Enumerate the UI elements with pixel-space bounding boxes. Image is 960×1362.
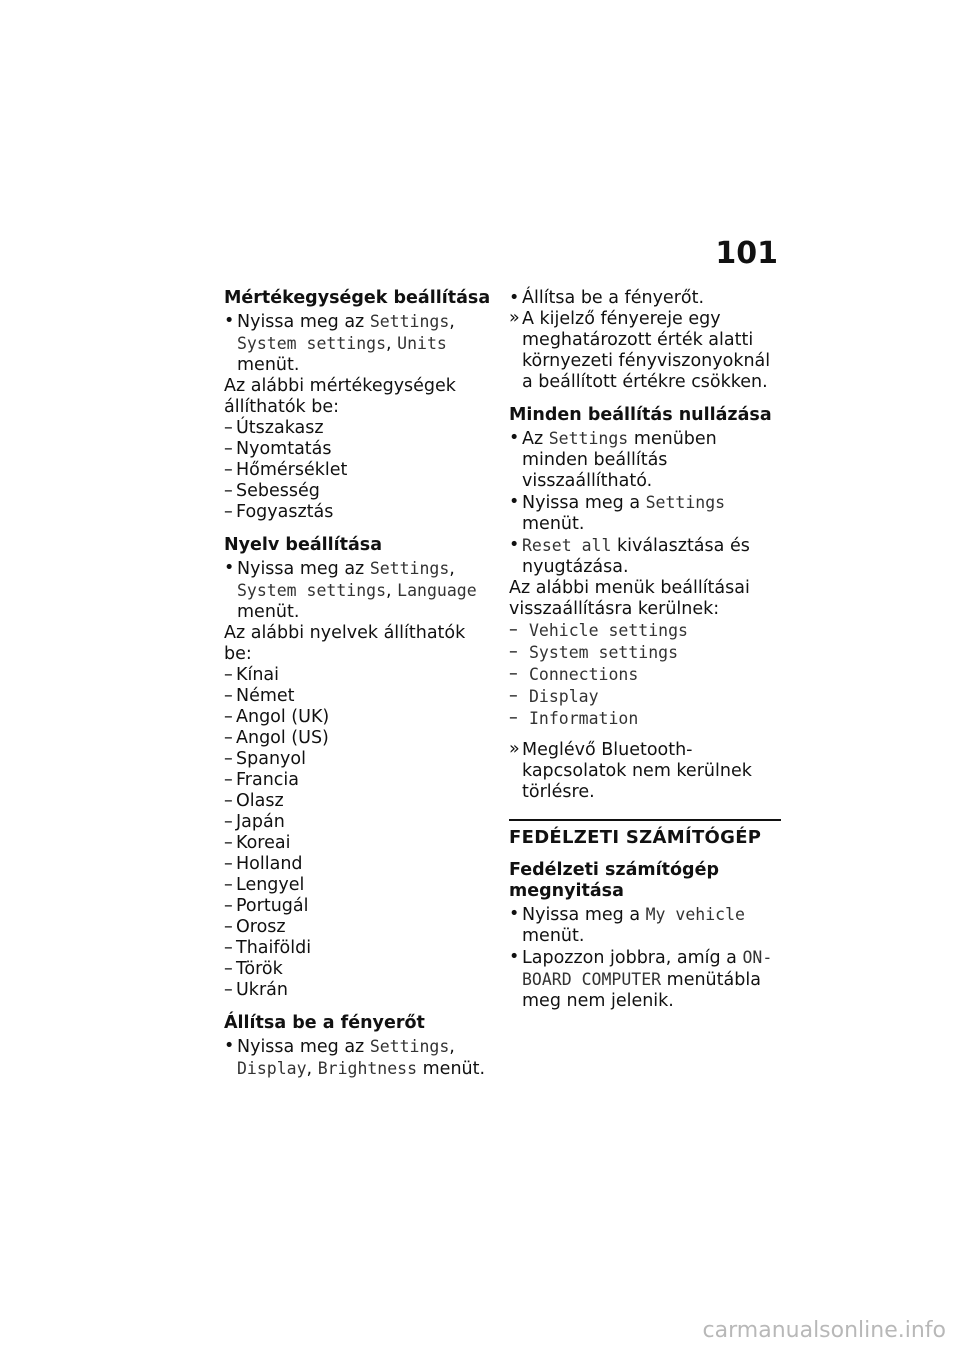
- dash-icon: –: [224, 770, 233, 790]
- dash-icon: –: [224, 460, 233, 480]
- bullet-text: Nyissa meg a: [522, 493, 641, 513]
- note-text: Meglévő Bluetooth-kapcsolatok nem kerülnek törlésre.: [522, 740, 752, 802]
- list-item-label: Lengyel: [236, 875, 305, 895]
- bullet-text: menüben minden beállítás visszaállítható.: [522, 429, 717, 491]
- computer-bullet-2: [509, 947, 781, 1012]
- note-arrow-icon: »: [509, 308, 520, 328]
- dash-icon: –: [224, 502, 233, 522]
- bullet-text: Lapozzon jobbra, amíg a: [522, 948, 737, 968]
- bullet-icon: •: [509, 288, 520, 308]
- bullet-text: menüt.: [422, 1059, 486, 1079]
- bullet-text: menüt.: [522, 514, 585, 534]
- dash-icon: –: [224, 791, 233, 811]
- list-item-label: Fogyasztás: [236, 502, 334, 522]
- dash-icon: –: [224, 854, 233, 874]
- list-item: [224, 917, 494, 938]
- bullet-icon: •: [224, 558, 235, 578]
- section-title: FEDÉLZETI SZÁMÍTÓGÉP: [509, 819, 781, 848]
- comma: ,: [449, 559, 455, 579]
- bullet-text: Nyissa meg az: [237, 1037, 365, 1057]
- menu-units: Units: [397, 334, 447, 353]
- list-item: [224, 833, 494, 854]
- units-heading: Mértékegységek beállítása: [224, 288, 491, 308]
- reset-bullet-2: [509, 492, 781, 535]
- list-item: [509, 664, 781, 686]
- comma: ,: [449, 312, 455, 332]
- bullet-icon: •: [509, 428, 520, 448]
- bullet-text: Állítsa be a fényerőt.: [522, 288, 705, 308]
- menu-settings: Settings: [645, 493, 726, 512]
- bullet-icon: •: [509, 492, 520, 512]
- list-item-label: Thaiföldi: [236, 938, 312, 958]
- brightness-note: [509, 309, 781, 393]
- bullet-icon: •: [509, 535, 520, 555]
- reset-intro: Az alábbi menük beállításai visszaállításra kerülnek:: [509, 578, 750, 619]
- dash-icon: –: [224, 875, 233, 895]
- menu-language: Language: [397, 581, 477, 600]
- menu-name: Connections: [529, 665, 639, 684]
- reset-menu-list: [509, 620, 781, 730]
- bullet-icon: •: [509, 947, 520, 967]
- right-column: [509, 288, 781, 1012]
- reset-bullet-1: [509, 428, 781, 492]
- menu-system-settings: System settings: [237, 581, 387, 600]
- list-item-label: Angol (US): [236, 728, 329, 748]
- list-item: [224, 875, 494, 896]
- bullet-text: Nyissa meg az: [237, 559, 365, 579]
- dash-icon: –: [224, 959, 233, 979]
- dash-icon: –: [224, 439, 233, 459]
- bullet-text: Az: [522, 429, 544, 449]
- dash-icon: –: [509, 708, 518, 728]
- bluetooth-note: [509, 740, 781, 803]
- dash-icon: –: [224, 665, 233, 685]
- dash-icon: –: [224, 938, 233, 958]
- reset-bullet-3: [509, 535, 781, 578]
- list-item-label: Nyomtatás: [236, 439, 332, 459]
- menu-name: Information: [529, 709, 639, 728]
- menu-settings: Settings: [369, 559, 450, 578]
- list-item: [224, 749, 494, 770]
- brightness-heading: Állítsa be a fényerőt: [224, 1013, 425, 1033]
- menu-settings: Settings: [369, 1037, 450, 1056]
- menu-settings: Settings: [548, 429, 629, 448]
- list-item-label: Orosz: [236, 917, 286, 937]
- language-intro: Az alábbi nyelvek állíthatók be:: [224, 623, 466, 664]
- bullet-text: menüt.: [237, 602, 300, 622]
- bullet-text: menütábla meg nem jelenik.: [522, 970, 761, 1011]
- dash-icon: –: [509, 686, 518, 706]
- bullet-text: kiválasztása és nyugtázása.: [522, 536, 750, 577]
- dash-icon: –: [224, 728, 233, 748]
- comma: ,: [449, 1037, 455, 1057]
- computer-heading: Fedélzeti számítógép megnyitása: [509, 860, 719, 901]
- list-item: [224, 980, 494, 1001]
- units-intro: Az alábbi mértékegységek állíthatók be:: [224, 376, 456, 417]
- menu-name: Vehicle settings: [529, 621, 688, 640]
- list-item-label: Sebesség: [236, 481, 320, 501]
- dash-icon: –: [224, 707, 233, 727]
- watermark: carmanualsonline.info: [702, 1318, 946, 1343]
- list-item-label: Francia: [236, 770, 300, 790]
- list-item-label: Portugál: [236, 896, 309, 916]
- list-item: [224, 665, 494, 686]
- comma: ,: [386, 334, 392, 354]
- list-item-label: Török: [236, 959, 283, 979]
- list-item: [224, 896, 494, 917]
- list-item-label: Holland: [236, 854, 303, 874]
- dash-icon: –: [224, 896, 233, 916]
- menu-on-board-computer: ON-BOARD COMPUTER: [522, 948, 773, 989]
- list-item-label: Útszakasz: [236, 418, 324, 438]
- page-number: 101: [715, 236, 778, 271]
- comma: ,: [306, 1059, 313, 1079]
- list-item: [224, 728, 494, 749]
- menu-display: Display: [237, 1059, 307, 1078]
- dash-icon: –: [224, 833, 233, 853]
- menu-reset-all: Reset all: [522, 536, 612, 555]
- list-item: [224, 460, 494, 481]
- bullet-icon: •: [224, 311, 235, 331]
- reset-heading: Minden beállítás nullázása: [509, 405, 772, 425]
- bullet-text: menüt.: [237, 355, 300, 375]
- dash-icon: –: [224, 749, 233, 769]
- dash-icon: –: [224, 686, 233, 706]
- language-open-bullet: [224, 558, 494, 623]
- list-item: [224, 791, 494, 812]
- dash-icon: –: [224, 917, 233, 937]
- dash-icon: –: [509, 620, 518, 640]
- list-item: [224, 854, 494, 875]
- list-item-label: Német: [236, 686, 295, 706]
- computer-bullet-1: [509, 904, 781, 947]
- menu-name: System settings: [529, 643, 679, 662]
- list-item: [224, 502, 494, 523]
- list-item-label: Koreai: [236, 833, 291, 853]
- bullet-icon: •: [509, 904, 520, 924]
- dash-icon: –: [224, 980, 233, 1000]
- list-item-label: Angol (UK): [236, 707, 330, 727]
- bullet-text: Nyissa meg az: [237, 312, 365, 332]
- menu-settings: Settings: [369, 312, 450, 331]
- dash-icon: –: [509, 664, 518, 684]
- bullet-text: menüt.: [522, 926, 585, 946]
- list-item: [224, 812, 494, 833]
- list-item-label: Ukrán: [236, 980, 288, 1000]
- list-item: [509, 686, 781, 708]
- bullet-icon: •: [224, 1036, 235, 1056]
- language-heading: Nyelv beállítása: [224, 535, 383, 555]
- menu-my-vehicle: My vehicle: [645, 905, 745, 924]
- units-open-bullet: [224, 311, 494, 376]
- bullet-text: Nyissa meg a: [522, 905, 641, 925]
- comma: ,: [386, 581, 392, 601]
- list-item: [224, 418, 494, 439]
- left-column: [224, 288, 494, 1080]
- list-item: [224, 959, 494, 980]
- note-arrow-icon: »: [509, 739, 520, 759]
- list-item-label: Hőmérséklet: [236, 460, 348, 480]
- list-item: [224, 686, 494, 707]
- brightness-open-bullet: [224, 1036, 494, 1080]
- dash-icon: –: [224, 481, 233, 501]
- note-text: A kijelző fényereje egy meghatározott érték alatti környezeti fényviszonyoknál a beállított értékre csökken.: [522, 309, 771, 392]
- list-item: [509, 620, 781, 642]
- list-item-label: Spanyol: [236, 749, 306, 769]
- list-item: [224, 439, 494, 460]
- list-item-label: Kínai: [236, 665, 280, 685]
- brightness-set-bullet: [509, 288, 781, 309]
- units-list: [224, 418, 494, 523]
- list-item: [224, 481, 494, 502]
- menu-name: Display: [529, 687, 599, 706]
- list-item-label: Olasz: [236, 791, 284, 811]
- dash-icon: –: [509, 642, 518, 662]
- list-item: [509, 708, 781, 730]
- list-item: [509, 642, 781, 664]
- list-item-label: Japán: [236, 812, 285, 832]
- menu-brightness: Brightness: [317, 1059, 418, 1078]
- list-item: [224, 770, 494, 791]
- list-item: [224, 707, 494, 728]
- dash-icon: –: [224, 418, 233, 438]
- list-item: [224, 938, 494, 959]
- language-list: [224, 665, 494, 1001]
- menu-system-settings: System settings: [237, 334, 387, 353]
- dash-icon: –: [224, 812, 233, 832]
